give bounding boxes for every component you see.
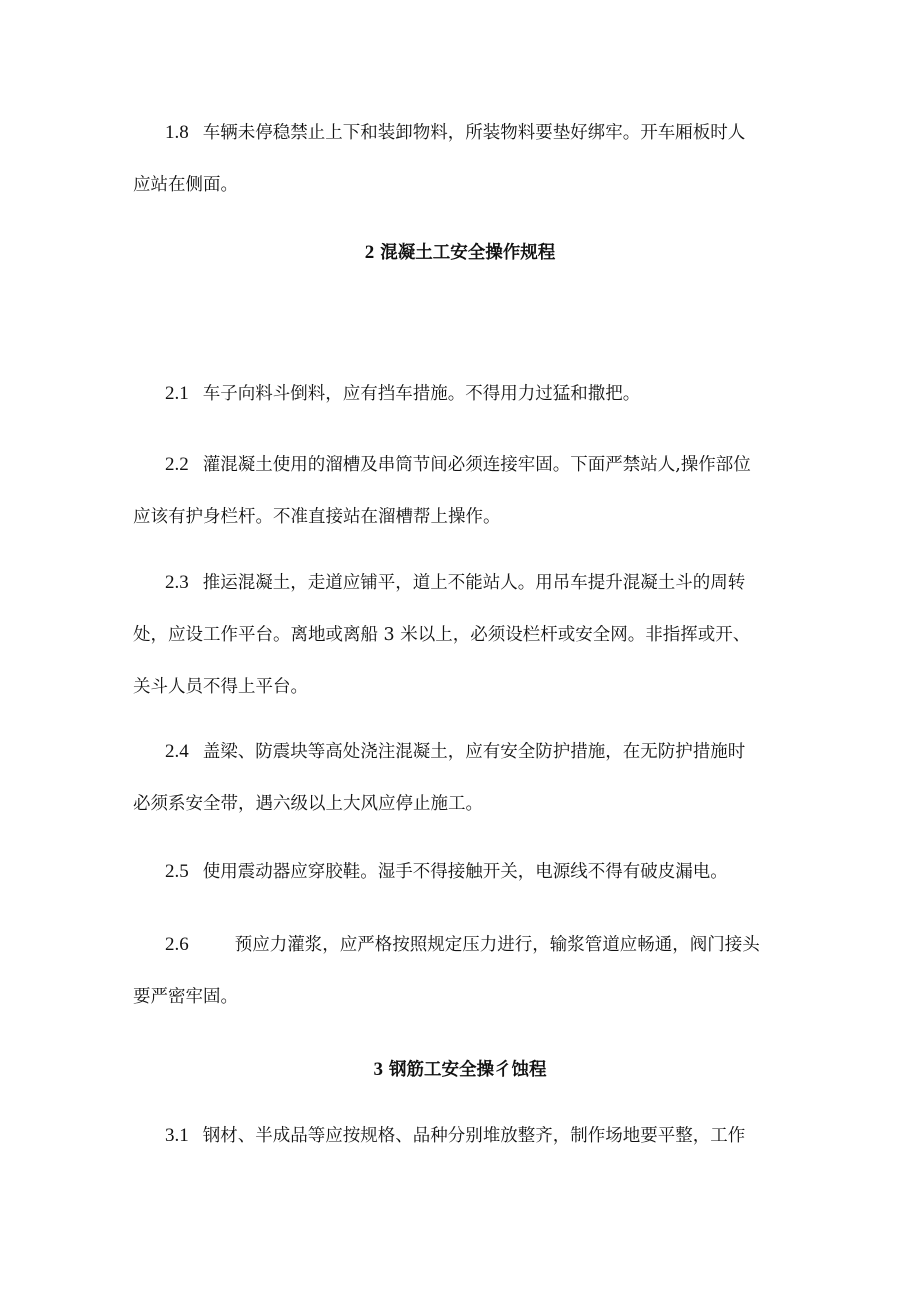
- paragraph-2-5: [133, 846, 793, 898]
- paragraph-line: [133, 439, 793, 491]
- section-title: 混凝土工安全操作规程: [380, 243, 556, 263]
- paragraph-text: 车子向料斗倒料，应有挡车措施。不得用力过猛和撒把。: [202, 384, 641, 404]
- paragraph-text: 推运混凝土，走道应铺平，道上不能站人。用吊车提升混凝土斗的周转: [202, 573, 746, 593]
- clause-number: 2.1: [165, 383, 189, 404]
- paragraph-line: [133, 726, 793, 778]
- paragraph-2-1: [133, 368, 793, 420]
- paragraph-2-4: [133, 726, 793, 830]
- paragraph-line: [133, 919, 793, 971]
- paragraph-2-6: [133, 919, 793, 1023]
- paragraph-text: 应该有护身栏杆。不准直接站在溜槽帮上操作。: [133, 507, 501, 527]
- paragraph-text: 钢材、半成品等应按规格、品种分别堆放整齐，制作场地要平整，工作: [202, 1126, 746, 1146]
- paragraph-text: 必须系安全带，遇六级以上大风应停止施工。: [133, 794, 483, 814]
- paragraph-text: 预应力灌浆，应严格按照规定压力进行，输浆管道应畅通，阀门接头: [234, 935, 760, 955]
- paragraph-line: [133, 1110, 793, 1162]
- clause-number: 2.2: [165, 454, 189, 475]
- clause-number: 2.4: [165, 741, 189, 762]
- paragraph-text: 灌混凝土使用的溜槽及串筒节间必须连接牢固。下面严禁站人,操作部位: [202, 455, 751, 475]
- clause-number: 2.3: [165, 572, 189, 593]
- paragraph-1-8: [133, 107, 793, 211]
- section-title: 钢筋工安全操彳蚀程: [389, 1060, 547, 1080]
- paragraph-text: 要严密牢固。: [133, 987, 238, 1007]
- paragraph-line: [133, 107, 793, 159]
- paragraph-3-1: [133, 1110, 793, 1162]
- paragraph-2-2: [133, 439, 793, 543]
- paragraph-text: 处，应设工作平台。离地或离船 3 米以上，必须设栏杆或安全网。非指挥或开、: [133, 625, 751, 645]
- section-heading-3: [0, 1055, 920, 1085]
- clause-number: 1.8: [165, 122, 189, 143]
- paragraph-2-3: [133, 557, 793, 713]
- paragraph-line: [133, 557, 793, 609]
- paragraph-line: [133, 846, 793, 898]
- section-heading-2: [0, 238, 920, 268]
- clause-number: 2.6: [165, 934, 189, 955]
- section-number: 3: [373, 1059, 383, 1080]
- paragraph-text: 使用震动器应穿胶鞋。湿手不得接触开关，电源线不得有破皮漏电。: [202, 862, 728, 882]
- paragraph-line: [133, 368, 793, 420]
- paragraph-text: 盖梁、防震块等高处浇注混凝土，应有安全防护措施，在无防护措施时: [202, 742, 746, 762]
- section-number: 2: [364, 242, 375, 263]
- paragraph-text: 关斗人员不得上平台。: [133, 677, 308, 697]
- clause-number: 3.1: [165, 1125, 189, 1146]
- paragraph-text: 应站在侧面。: [133, 175, 238, 195]
- clause-number: 2.5: [165, 861, 189, 882]
- paragraph-text: 车辆未停稳禁止上下和装卸物料，所装物料要垫好绑牢。开车厢板时人: [202, 123, 746, 143]
